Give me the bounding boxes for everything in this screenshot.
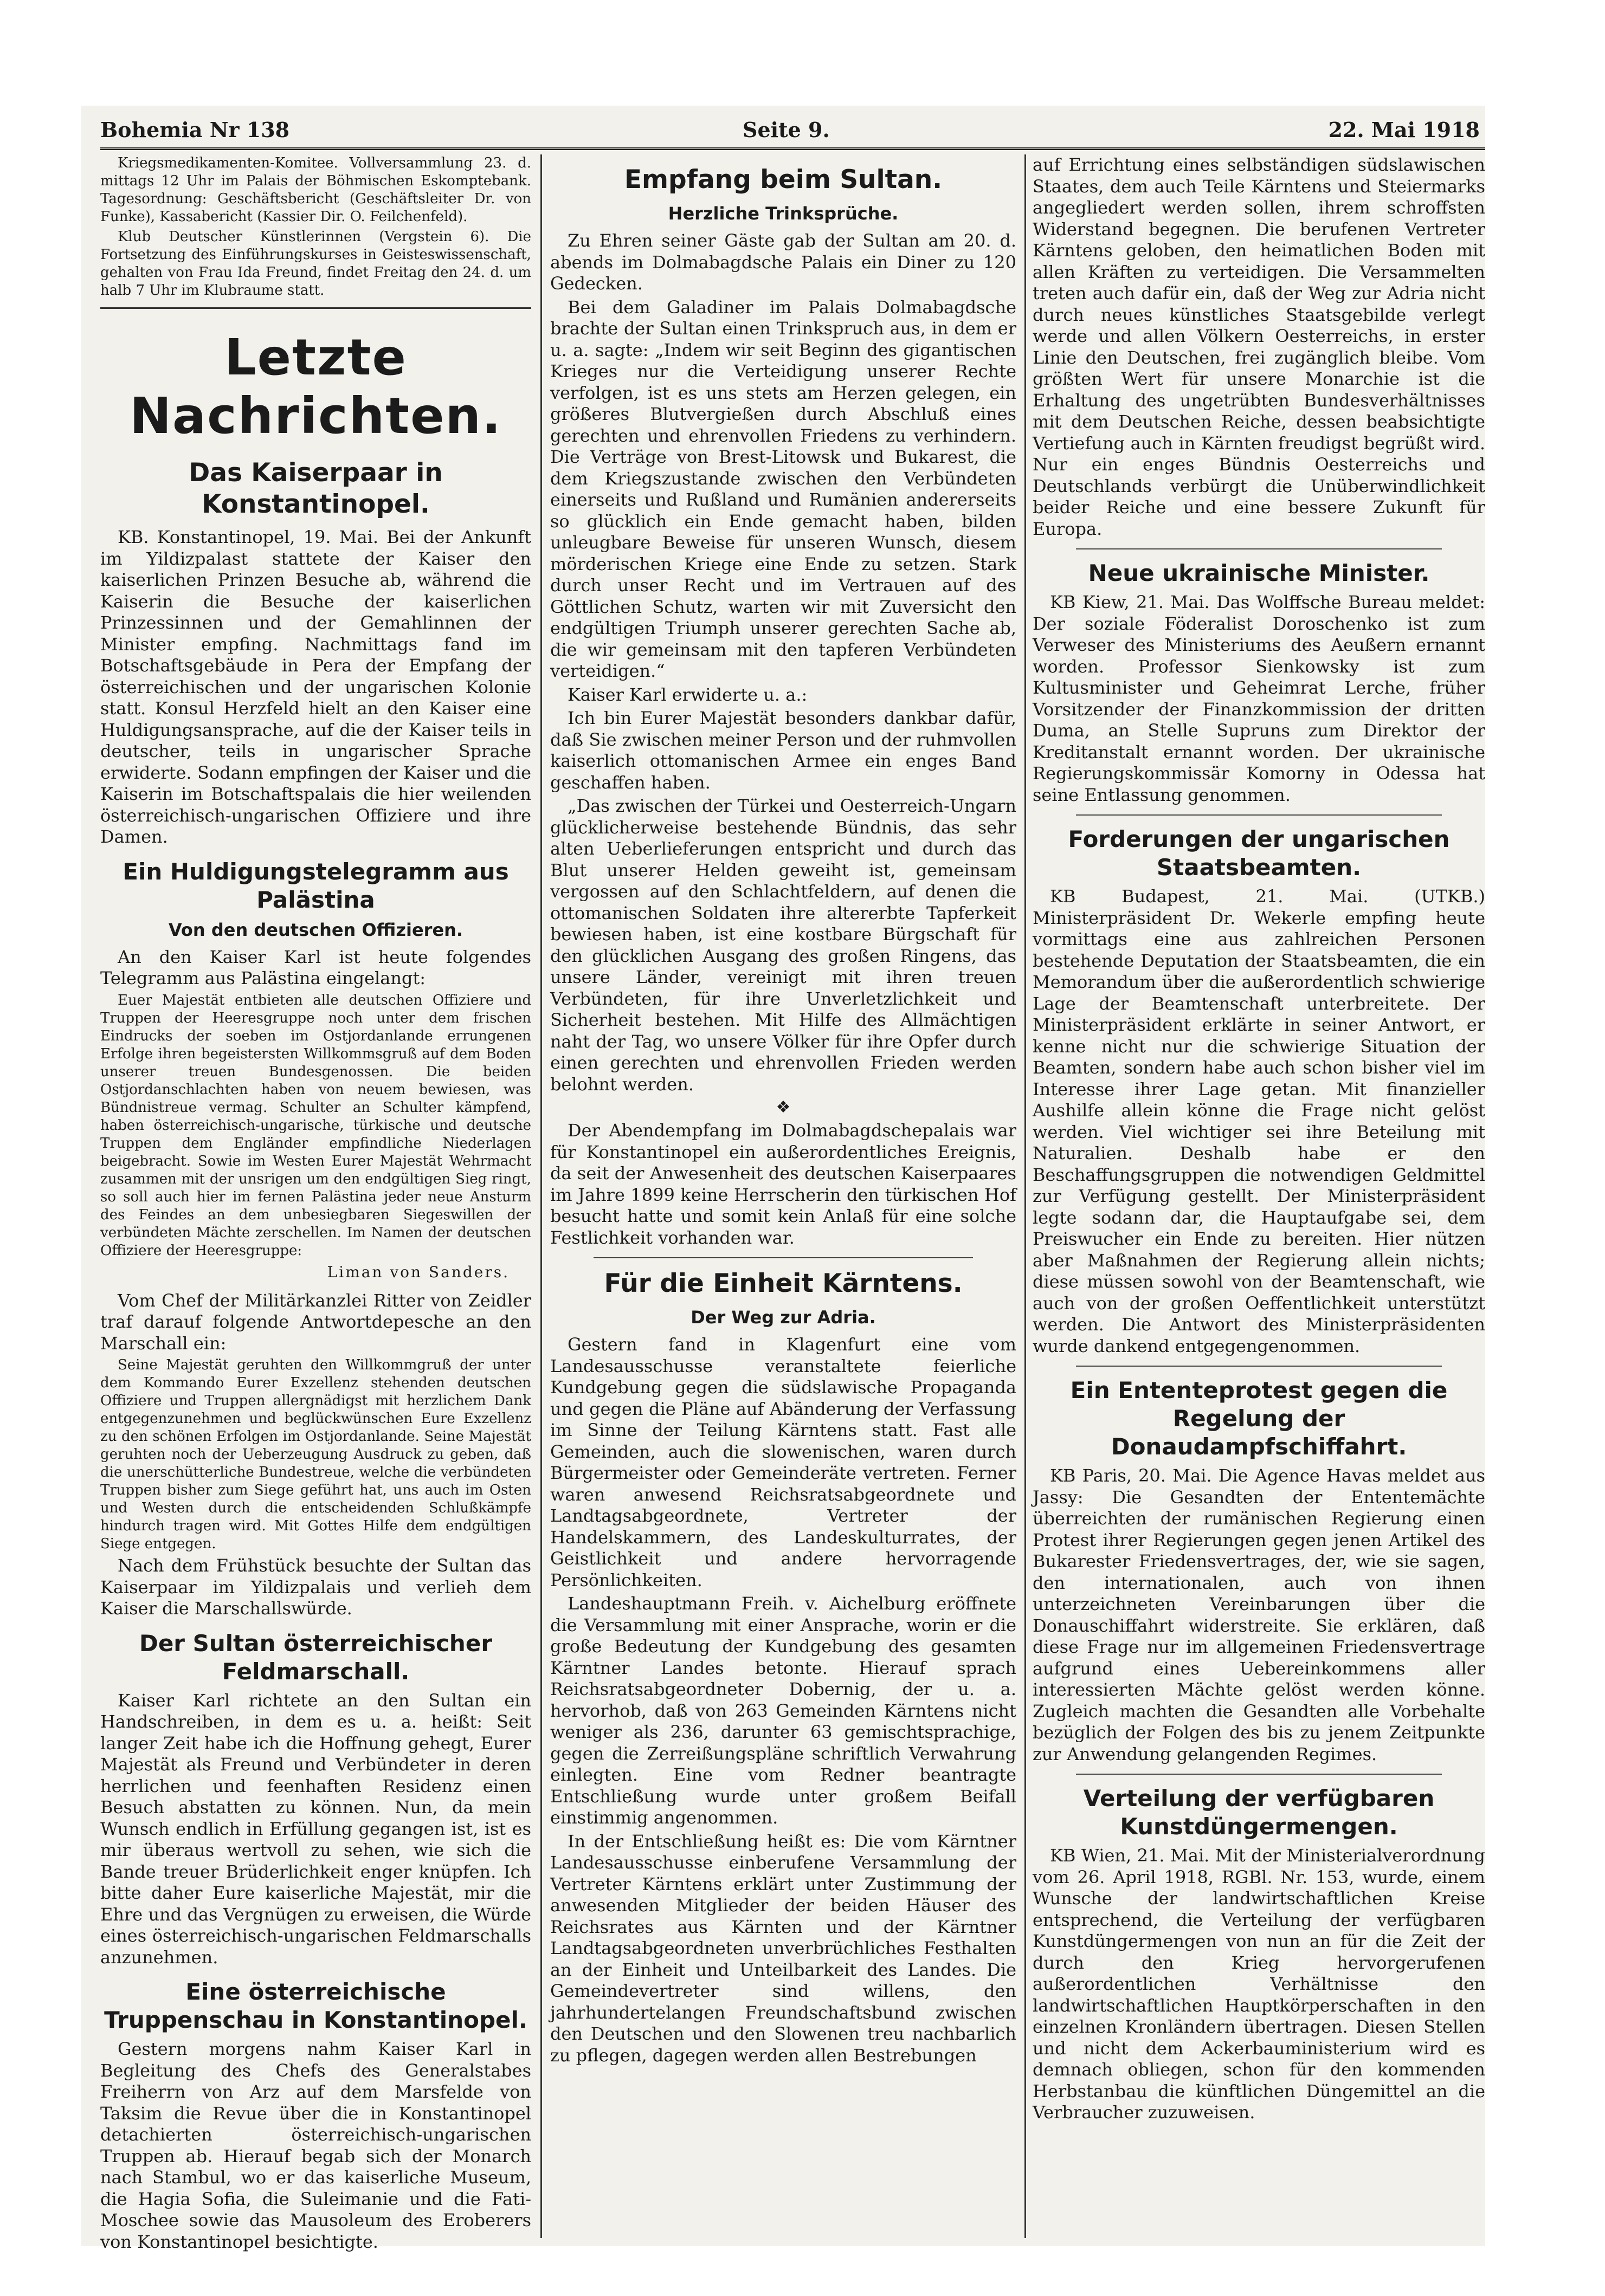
article-paragraph: An den Kaiser Karl ist heute folgendes Telegramm aus Palästina eingelangt:	[100, 946, 531, 988]
issue-date: 22. Mai 1918	[1328, 118, 1480, 142]
article-paragraph: Zu Ehren seiner Gäste gab der Sultan am 20. d. abends im Dolmabagdsche Palais ein Diner zu 120 Gedecken.	[550, 230, 1016, 294]
article-title: Forderungen der ungarischen Staatsbeamten.	[1068, 826, 1450, 881]
divider	[1076, 1366, 1442, 1367]
column-divider	[540, 154, 542, 2238]
article-title: Ein Ententeprotest gegen die Regelung der Donaudampfschiffahrt.	[1070, 1377, 1448, 1460]
header-rule	[100, 147, 1485, 150]
signature: Liman von Sanders.	[327, 1263, 510, 1281]
masthead-issue: Bohemia Nr 138	[100, 118, 290, 142]
article-title: Der Sultan österreichischer Feldmarschall.	[139, 1629, 493, 1685]
page-number: Seite 9.	[743, 118, 830, 142]
article-paragraph: auf Errichtung eines selbständigen südslawischen Staates, dem auch Teile Kärntens und Steiermarks angegliedert werden sollen, ihrem schroffsten Widerstand begegnen. Die berufenen Vertreter Kärntens geloben, den heimatlichen Boden mit allen Kräften zu verteidigen. Die Versammelten treten auch dafür ein, daß der Weg zur Adria nicht durch neues künstliches Staatsgebilde verlegt werde und allen Völkern Oesterreichs, in erster Linie den Deutschen, frei zugänglich bleibe. Vom größten Wert für unsere Monarchie ist die Erhaltung des ungetrübten Bundesverhältnisses mit dem Deutschen Reiche, dessen beabsichtigte Vertiefung auch in Kärnten freudigst begrüßt wird. Nur ein enges Bündnis Oesterreichs und Deutschlands verbürgt die Unüberwindlichkeit beider Reiche und eine bessere Zukunft für Europa.	[1033, 154, 1485, 539]
telegram-text: Seine Majestät geruhten den Willkommgruß der unter dem Kommando Eurer Exzellenz stehenden deutschen Offiziere und Truppen allergnädigst mit herzlichem Dank entgegenzunehmen und beglückwünschen Eure Exzellenz zu den schönen Erfolgen im Ostjordanlande. Seine Majestät geruhten noch der Ueberzeugung Ausdruck zu geben, daß die unerschütterliche Bundestreue, welche die verbündeten Truppen bisher zum Siege geführt hat, uns auch im Osten und Westen durch die entscheidenden Schlußkämpfe hindurch tragen wird. Mit Gottes Hilfe dem endgültigen Siege entgegen.	[100, 1357, 531, 1552]
article-paragraph: KB Wien, 21. Mai. Mit der Ministerialverordnung vom 26. April 1918, RGBl. Nr. 153, wurde, einem Wunsche der landwirtschaftlichen Kreise entsprechend, die Verteilung der verfügbaren Kunstdüngermengen von nun an für die Zeit der durch den Krieg hervorgerufenen außerordentlichen Verhältnisse den landwirtschaftlichen Hauptkörperschaften in den einzelnen Kronländern übertragen. Diesen Stellen und nicht dem Ackerbauministerium wird es demnach obliegen, schon für den kommenden Herbstanbau die künftlichen Düngemittel an die Verbraucher zuzuweisen.	[1033, 1845, 1485, 2123]
article-subtitle: Herzliche Trinksprüche.	[668, 203, 899, 224]
article-paragraph: „Das zwischen der Türkei und Oesterreich-Ungarn glücklicherweise bestehende Bündnis, das sehr alten Ueberlieferungen entspricht und durch das Blut unserer Helden geweiht ist, gemeinsam vergossen auf den Schlachtfeldern, auf denen die ottomanischen Soldaten ihre altererbte Tapferkeit bewiesen haben, ist eine kostbare Bürgschaft für den glücklichen Ausgang des großen Ringens, das unsere Länder, vereinigt mit ihren treuen Verbündeten, für ihre Unverletzlichkeit und Sicherheit bestehen. Mit Hilfe des Allmächtigen naht der Tag, wo unsere Völker für ihre Opfer durch einen gerechten und ehrenvollen Frieden werden belohnt werden.	[550, 795, 1016, 1095]
column-middle	[550, 154, 1016, 2236]
article-paragraph: Bei dem Galadiner im Palais Dolmabagdsche brachte der Sultan einen Trinkspruch aus, in dem er u. a. sagte: „Indem wir seit Beginn des gigantischen Krieges nur die Verteidigung unserer Rechte verfolgen, ist es uns stets am Herzen gelegen, ein größeres Blutvergießen durch Abschluß eines gerechten und ehrenvollen Friedens zu verhindern. Die Verträge von Brest-Litowsk und Bukarest, die dem Kriegszustande zwischen den Verbündeten einerseits und Rußland und Rumänien andererseits so glücklich ein Ende gemacht haben, bilden unleugbare Beweise für unseren Wunsch, diesem mörderischen Kriege eine Ende zu setzen. Stark durch unser Recht und im Vertrauen auf des Göttlichen Schutz, warten wir mit Zuversicht den endgültigen Triumph unserer gerechten Sache ab, die wir gemeinsam mit den tapferen Verbündeten verteidigen.“	[550, 296, 1016, 681]
column-left	[100, 154, 531, 2252]
notice: Klub Deutscher Künstlerinnen (Vergstein 6). Die Fortsetzung des Einführungskurses in Geisteswissenschaft, gehalten von Frau Ida Freund, findet Freitag den 24. d. um halb 7 Uhr im Klubraume statt.	[100, 229, 531, 299]
article-paragraph: KB Budapest, 21. Mai. (UTKB.) Ministerpräsident Dr. Wekerle empfing heute vormittags eine aus zahlreichen Personen bestehende Deputation der Staatsbeamten, die ein Memorandum über die außerordentlich schwierige Lage der Beamtenschaft unterbreitete. Der Ministerpräsident erklärte in seiner Antwort, er kenne nicht nur die schwierige Situation der Beamten, sondern habe auch schon bisher viel im Interesse ihrer Lage getan. Mit finanzieller Aushilfe allein könne die Frage nicht gelöst werden. Viel wichtiger sei ihre Beteilung mit Naturalien. Deshalb habe er den Beschaffungsgruppen die notwendigen Geldmittel zur Verfügung gestellt. Der Ministerpräsident legte sodann dar, die Hauptaufgabe sei, dem Preiswucher ein Ende zu bereiten. Hier nützen aber Maßnahmen der Regierung allein nichts; diese müssen sowohl von der Beamtenschaft, wie auch von der großen Oeffentlichkeit unterstützt werden. Die Antwort des Ministerpräsidenten wurde dankend entgegengenommen.	[1033, 886, 1485, 1356]
article-subtitle: Von den deutschen Offizieren.	[168, 919, 463, 940]
article-paragraph: KB Kiew, 21. Mai. Das Wolffsche Bureau meldet: Der soziale Föderalist Doroschenko ist zum Verweser des Ministeriums des Aeußern ernannt worden. Professor Sienkowsky ist zum Kultusminister und Geheimrat Lerche, früher Vorsitzender der Finanzkommission der dritten Duma, an Stelle Supruns zum Direktor der Kreditanstalt ernannt worden. Der ukrainische Regierungskommissär Komorny in Odessa hat seine Entlassung genommen.	[1033, 592, 1485, 805]
divider	[594, 1257, 973, 1258]
divider	[1076, 814, 1442, 816]
article-title: Empfang beim Sultan.	[624, 165, 943, 195]
article-paragraph: Kaiser Karl richtete an den Sultan ein Handschreiben, in dem es u. a. heißt: Seit langer Zeit habe ich die Hoffnung gehegt, Eurer Majestät als Freund und Verbündeter in deren herrlichen und feenhaften Residenz einen Besuch abstatten zu können. Nun, da mein Wunsch endlich in Erfüllung gegangen ist, ist es mir überaus wertvoll zu sehen, wie sich die Bande treuer Brüderlichkeit enger knüpfen. Ich bitte daher Eure kaiserliche Majestät, mir die Ehre und das Vergnügen zu erweisen, die Würde eines österreichisch-ungarischen Feldmarschalls anzunehmen.	[100, 1690, 531, 1968]
divider	[1076, 548, 1442, 549]
article-title: Eine österreichische Truppenschau in Konstantinopel.	[104, 1978, 527, 2033]
article-paragraph: Gestern morgens nahm Kaiser Karl in Begleitung des Chefs des Generalstabes Freiherrn von Arz auf dem Marsfelde von Taksim die Revue über die in Konstantinopel detachierten österreichisch-ungarischen Truppen ab. Hierauf begab sich der Monarch nach Stambul, wo er das kaiserliche Museum, die Hagia Sofia, die Suleimanie und die Fati-Moschee sowie das Mausoleum des Eroberers von Konstantinopel besichtigte.	[100, 2039, 531, 2252]
article-paragraph: Der Abendempfang im Dolmabagdschepalais war für Konstantinopel ein außerordentliches Ereignis, da seit der Anwesenheit des deutschen Kaiserpaares im Jahre 1899 keine Herrscherin den türkischen Hof besucht hatte und somit kein Anlaß für eine solche Festlichkeit vorhanden war.	[550, 1120, 1016, 1248]
notice: Kriegsmedikamenten-Komitee. Vollversammlung 23. d. mittags 12 Uhr im Palais der Böhmischen Eskomptebank. Tagesordnung: Geschäftsbericht (Geschäftsleiter Dr. von Funke), Kassabericht (Kassier Dir. O. Feilchenfeld).	[100, 155, 531, 225]
section-heading: Letzte Nachrichten.	[130, 328, 502, 445]
article-paragraph: Landeshauptmann Freih. v. Aichelburg eröffnete die Versammlung mit einer Ansprache, worin er die große Bedeutung der Kundgebung des gesamten Kärntner Landes betonte. Hierauf sprach Reichsratsabgeordneter Dobernig, der u. a. hervorhob, daß von 263 Gemeinden Kärntens nicht weniger als 236, darunter 63 gemischtsprachige, gegen die Zerreißungspläne schriftlich Verwahrung einlegten. Eine vom Redner beantragte Entschließung wurde unter großem Beifall einstimmig angenommen.	[550, 1593, 1016, 1828]
article-title: Für die Einheit Kärntens.	[604, 1269, 963, 1298]
article-paragraph: Ich bin Eurer Majestät besonders dankbar dafür, daß Sie zwischen meiner Person und der ruhmvollen kaiserlich ottomanischen Armee ein enges Band geschaffen haben.	[550, 708, 1016, 793]
article-title: Verteilung der verfügbaren Kunstdüngermengen.	[1083, 1785, 1435, 1840]
article-subtitle: Der Weg zur Adria.	[691, 1307, 876, 1328]
article-paragraph: Nach dem Frühstück besuchte der Sultan das Kaiserpaar im Yildizpalais und verlieh dem Kaiser die Marschallswürde.	[100, 1555, 531, 1619]
article-title: Neue ukrainische Minister.	[1088, 560, 1430, 586]
article-title: Ein Huldigungstelegramm aus Palästina	[123, 858, 509, 913]
article-paragraph: Vom Chef der Militärkanzlei Ritter von Zeidler traf darauf folgende Antwortdepesche an den Marschall ein:	[100, 1290, 531, 1354]
separator-ornament: ❖	[776, 1098, 791, 1117]
divider	[1076, 1774, 1442, 1775]
article-paragraph: Kaiser Karl erwiderte u. a.:	[568, 684, 808, 705]
telegram-text: Euer Majestät entbieten alle deutschen Offiziere und Truppen der Heeresgruppe noch unter dem frischen Eindrucks der soeben im Ostjordanlande errungenen Erfolge ihren begeistersten Willkommsgruß auf dem Boden unserer treuen Bundesgenossen. Die beiden Ostjordanschlachten haben von neuem bewiesen, was Bündnistreue vermag. Schulter an Schulter kämpfend, haben österreichisch-ungarische, türkische und deutsche Truppen dem Engländer empfindliche Niederlagen beigebracht. Sowie im Westen Eurer Majestät Wehrmacht zusammen mit der unsrigen um den endgültigen Sieg ringt, so soll auch hier im fernen Palästina jeder neue Ansturm des Feindes an dem unbesiegbaren Siegeswillen der verbündeten Mächte zerschellen. Im Namen der deutschen Offiziere der Heeresgruppe:	[100, 992, 531, 1259]
article-paragraph: Gestern fand in Klagenfurt eine vom Landesausschusse veranstaltete feierliche Kundgebung gegen die südslawische Propaganda und gegen die Pläne auf Abänderung der Verfassung im Sinne der Teilung Kärntens statt. Fast alle Gemeinden, auch die slowenischen, waren durch Bürgermeister oder Gemeinderäte vertreten. Ferner waren anwesend Reichsratsabgeordnete und Landtagsabgeordnete, Vertreter der Handelskammern, des Landeskulturrates, der Geistlichkeit und andere hervorragende Persönlichkeiten.	[550, 1334, 1016, 1590]
column-right	[1033, 154, 1485, 2236]
column-divider	[1024, 154, 1026, 2238]
article-title: Das Kaiserpaar in Konstantinopel.	[189, 458, 443, 519]
article-paragraph: KB Paris, 20. Mai. Die Agence Havas meldet aus Jassy: Die Gesandten der Ententemächte überreichten der rumänischen Regierung einen Protest ihrer Regierungen gegen jenen Artikel des Bukarester Friedensvertrages, der, wie sie sagen, den internationalen, auch von ihnen unterzeichneten Vereinbarungen über die Donauschiffahrt widerstreite. Sie erklären, daß diese Frage nur im allgemeinen Friedensvertrage aufgrund eines Uebereinkommens aller interessierten Mächte gelöst werden könne. Zugleich machten die Gesandten alle Vorbehalte bezüglich der Folgen des bis zu jenem Zeitpunkte zur Anwendung gelangenden Regimes.	[1033, 1465, 1485, 1764]
page-header	[100, 111, 1485, 149]
article-paragraph: KB. Konstantinopel, 19. Mai. Bei der Ankunft im Yildizpalast stattete der Kaiser den kaiserlichen Prinzen Besuche ab, während die Kaiserin die Besuche der kaiserlichen Prinzessinnen und der Gemahlinnen der Minister empfing. Nachmittags fand im Botschaftsgebäude in Pera der Empfang der österreichischen und der ungarischen Kolonie statt. Konsul Herzfeld hielt an den Kaiser eine Huldigungsansprache, auf die der Kaiser teils in deutscher, teils in ungarischer Sprache erwiderte. Sodann empfingen der Kaiser und die Kaiserin im Botschaftspalais die hier weilenden österreichisch-ungarischen Offiziere und ihre Damen.	[100, 527, 531, 847]
divider	[100, 307, 531, 309]
article-paragraph: In der Entschließung heißt es: Die vom Kärntner Landesausschusse einberufene Versammlung der Vertreter Kärntens erklärt unter Zustimmung der anwesenden Mitglieder der beiden Häuser des Reichsrates aus Kärnten und der Kärntner Landtagsabgeordneten unverbrüchliches Festhalten an der Einheit und Unteilbarkeit des Landes. Die Gemeindevertreter sind willens, den jahrhundertelangen Freundschaftsbund zwischen den Deutschen und den Slowenen treu nachbarlich zu pflegen, dagegen werden allen Bestrebungen	[550, 1831, 1016, 2066]
